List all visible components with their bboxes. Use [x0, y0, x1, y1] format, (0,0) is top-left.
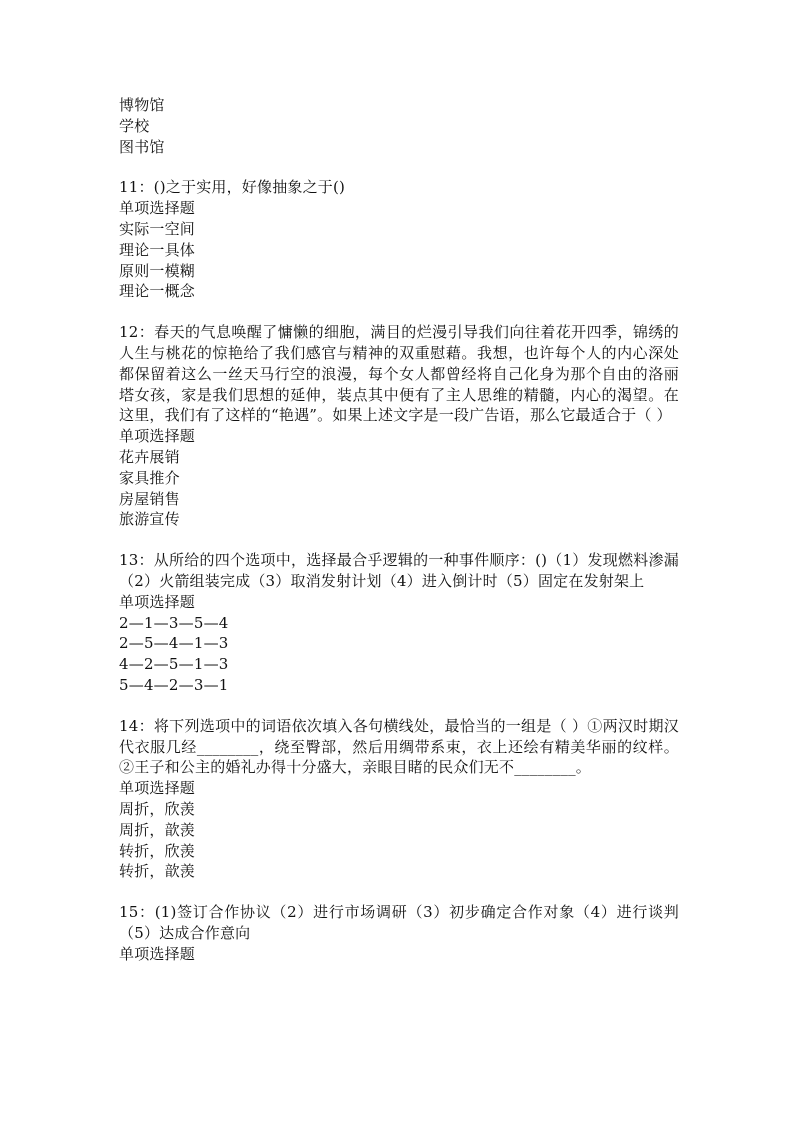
- option-text: 旅游宣传: [119, 510, 180, 529]
- question-type: 单项选择题: [119, 779, 196, 798]
- document-page: [119, 95, 679, 964]
- option-text: 学校: [119, 116, 150, 135]
- option-text: 实际一空间: [119, 219, 196, 238]
- question-14: [119, 716, 679, 882]
- option-text: 2—1—3—5—4: [119, 613, 229, 632]
- question-type: 单项选择题: [119, 592, 196, 611]
- question-stem: 13：从所给的四个选项中，选择最合乎逻辑的一种事件顺序：()（1）发现燃料渗漏（2）火箭组装完成（3）取消发射计划（4）进入倒计时（5）固定在发射架上: [119, 551, 679, 590]
- question-type: 单项选择题: [119, 427, 196, 446]
- question-stem: 14：将下列选项中的词语依次填入各句横线处，最恰当的一组是（ ）①两汉时期汉代衣服几经________，绕至臀部，然后用绸带系束，衣上还绘有精美华丽的纹样。②王子和公主的婚礼办得十分盛大，亲眼目睹的民众们无不________。: [119, 716, 679, 777]
- question-11: [119, 177, 679, 302]
- question-stem: 11：()之于实用，好像抽象之于(): [119, 178, 346, 197]
- option-text: 家具推介: [119, 468, 180, 487]
- option-text: 5—4—2—3—1: [119, 675, 229, 694]
- question-type: 单项选择题: [119, 944, 196, 963]
- option-text: 周折，歆羡: [119, 820, 196, 839]
- option-text: 花卉展销: [119, 447, 180, 466]
- option-text: 转折，欣羡: [119, 841, 196, 860]
- option-text: 房屋销售: [119, 489, 180, 508]
- question-13: [119, 550, 679, 696]
- option-text: 理论一具体: [119, 240, 196, 259]
- option-text: 2—5—4—1—3: [119, 634, 229, 653]
- question-12: [119, 322, 679, 530]
- question-15: [119, 902, 679, 964]
- option-text: 转折，歆羡: [119, 862, 196, 881]
- option-text: 图书馆: [119, 137, 165, 156]
- option-text: 博物馆: [119, 96, 165, 114]
- option-text: 原则一模糊: [119, 261, 196, 280]
- option-text: 理论一概念: [119, 282, 196, 301]
- question-type: 单项选择题: [119, 199, 196, 218]
- question-stem: 12：春天的气息唤醒了慵懒的细胞，满目的烂漫引导我们向往着花开四季，锦绣的人生与桃花的惊艳给了我们感官与精神的双重慰藉。我想，也许每个人的内心深处都保留着这么一丝天马行空的浪漫，每个女人都曾经将自己化身为那个自由的洛丽塔女孩，家是我们思想的延伸，装点其中便有了主人思维的精髓，内心的渴望。在这里，我们有了这样的“艳遇”。如果上述文字是一段广告语，那么它最适合于（ ）: [119, 323, 679, 425]
- question-stem: 15：(1)签订合作协议（2）进行市场调研（3）初步确定合作对象（4）进行谈判（5）达成合作意向: [119, 903, 679, 942]
- leading-options: [119, 95, 679, 157]
- option-text: 周折，欣羡: [119, 799, 196, 818]
- option-text: 4—2—5—1—3: [119, 655, 229, 674]
